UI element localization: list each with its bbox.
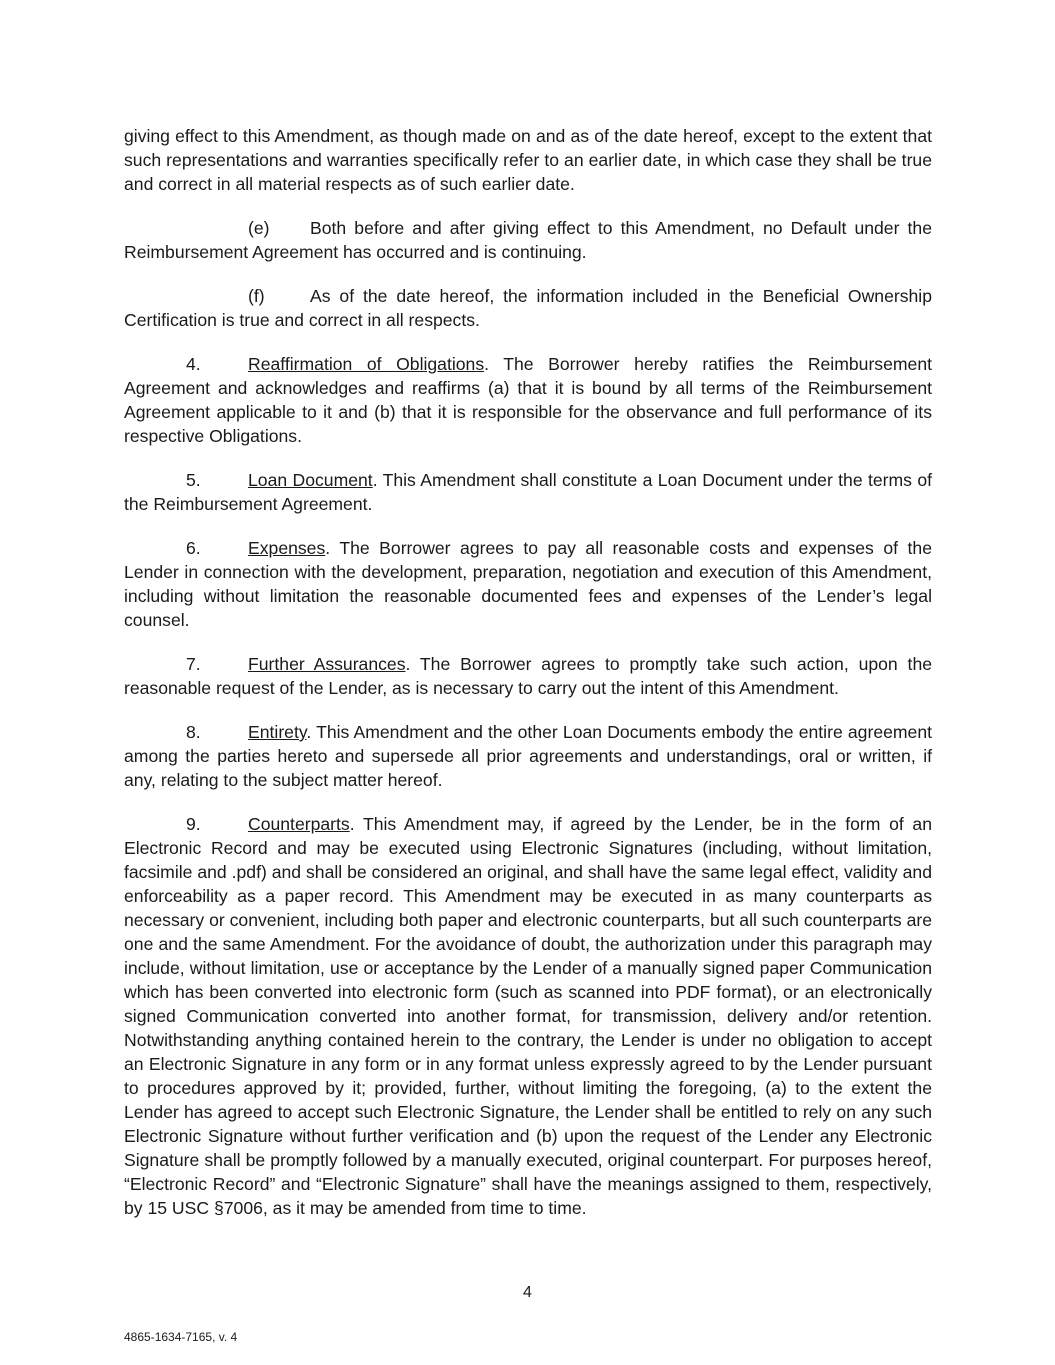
- section-9-counterparts: [124, 812, 932, 1220]
- section-heading: Entirety: [248, 722, 307, 742]
- section-number: 6.: [186, 538, 201, 558]
- section-number: 9.: [186, 814, 201, 834]
- section-text: . This Amendment and the other Loan Documents embody the entire agreement among the parties hereto and supersede all prior agreements and understandings, oral or written, if any, relating to the subject matter hereof.: [124, 722, 932, 790]
- subsection-e-text: Both before and after giving effect to this Amendment, no Default under the Reimbursement Agreement has occurred and is continuing.: [124, 218, 932, 262]
- subsection-f-label: (f): [248, 286, 265, 306]
- section-heading: Expenses: [248, 538, 326, 558]
- section-heading: Loan Document: [248, 470, 373, 490]
- section-text: . The Borrower agrees to promptly take such action, upon the reasonable request of the Lender, as is necessary to carry out the intent of this Amendment.: [124, 654, 933, 698]
- section-text: . The Borrower hereby ratifies the Reimbursement Agreement and acknowledges and reaffirms (a) that it is bound by all terms of the Reimbursement Agreement applicable to it and (b) that it is responsible for the observance and full performance of its respective Obligations.: [124, 354, 932, 446]
- section-number: 5.: [186, 470, 201, 490]
- section-heading: Further Assurances: [248, 654, 406, 674]
- section-8-entirety: [124, 720, 932, 792]
- page-number: 4: [523, 1284, 532, 1301]
- subsection-e-label: (e): [248, 218, 270, 238]
- document-body: [124, 124, 932, 1240]
- section-heading: Counterparts: [248, 814, 350, 834]
- subsection-e: [124, 216, 932, 264]
- section-text: . The Borrower agrees to pay all reasonable costs and expenses of the Lender in connection with the development, preparation, negotiation and execution of this Amendment, including without limitation the reasonable documented fees and expenses of the Lender’s legal counsel.: [124, 538, 932, 630]
- section-text: . This Amendment shall constitute a Loan Document under the terms of the Reimbursement Agreement.: [124, 470, 932, 514]
- subsection-f-text: As of the date hereof, the information included in the Beneficial Ownership Certification is true and correct in all respects.: [124, 286, 932, 330]
- section-4-reaffirmation: [124, 352, 932, 448]
- section-text: . This Amendment may, if agreed by the Lender, be in the form of an Electronic Record and may be executed using Electronic Signatures (including, without limitation, facsimile and .pdf) and shall be considered an original, and shall have the same legal effect, validity and enforceability as a paper record. This Amendment may be executed in as many counterparts as necessary or convenient, including both paper and electronic counterparts, but all such counterparts are one and the same Amendment. For the avoidance of doubt, the authorization under this paragraph may include, without limitation, use or acceptance by the Lender of a manually signed paper Communication which has been converted into electronic form (such as scanned into PDF format), or an electronically signed Communication converted into another format, for transmission, delivery and/or retention. Notwithstanding anything contained herein to the contrary, the Lender is under no obligation to accept an Electronic Signature in any form or in any format unless expressly agreed to by the Lender pursuant to procedures approved by it; provided, further, without limiting the foregoing, (a) to the extent the Lender has agreed to accept such Electronic Signature, the Lender shall be entitled to rely on any such Electronic Signature without further verification and (b) upon the request of the Lender any Electronic Signature shall be promptly followed by a manually executed, original counterpart. For purposes hereof, “Electronic Record” and “Electronic Signature” shall have the meanings assigned to them, respectively, by 15 USC §7006, as it may be amended from time to time.: [124, 814, 932, 1218]
- section-number: 8.: [186, 722, 201, 742]
- section-5-loan-document: [124, 468, 932, 516]
- section-number: 4.: [186, 354, 201, 374]
- document-id: 4865-1634-7165, v. 4: [124, 1330, 238, 1344]
- section-7-further-assurances: [124, 652, 932, 700]
- section-number: 7.: [186, 654, 201, 674]
- section-heading: Reaffirmation of Obligations: [248, 354, 485, 374]
- continuation-paragraph: giving effect to this Amendment, as though made on and as of the date hereof, except to the extent that such representations and warranties specifically refer to an earlier date, in which case they shall be true and correct in all material respects as of such earlier date.: [124, 126, 932, 194]
- subsection-f: [124, 284, 932, 332]
- section-6-expenses: [124, 536, 932, 632]
